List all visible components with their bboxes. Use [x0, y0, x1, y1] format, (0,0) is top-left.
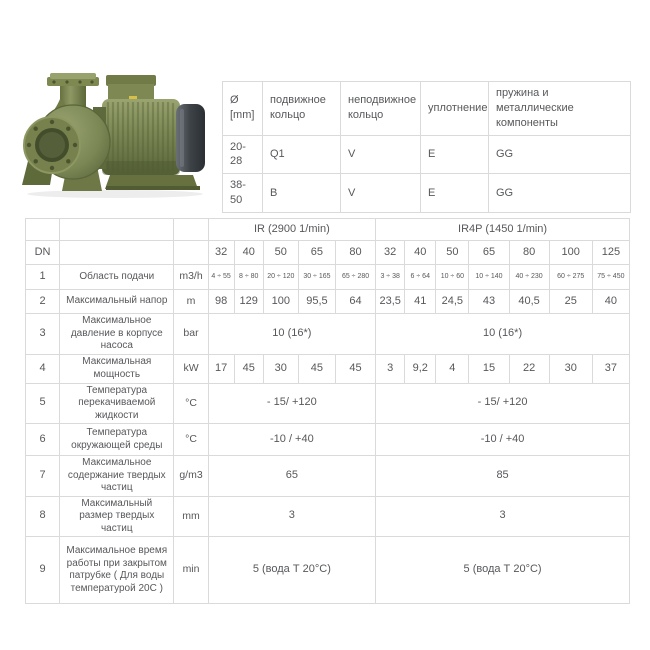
dn-size: 32 — [208, 241, 234, 265]
row-num: 2 — [26, 290, 60, 314]
value-cell: 95,5 — [298, 290, 335, 314]
row-name: Максимальное время работы при закрытом патрубке ( Для воды температурой 20С ) — [60, 537, 174, 604]
value-cell: 43 — [469, 290, 509, 314]
dn-size: 40 — [405, 241, 436, 265]
value-cell: 22 — [509, 354, 549, 383]
row-name: Температура перекачиваемой жидкости — [60, 383, 174, 424]
row-num: 1 — [26, 265, 60, 290]
value-cell: 40 ÷ 230 — [509, 265, 549, 290]
empty-cell — [60, 241, 174, 265]
row-num: 7 — [26, 456, 60, 497]
centrifugal-pump-illustration — [10, 55, 220, 200]
seal-header-moving-ring: подвижное кольцо — [263, 82, 341, 136]
value-cell: 98 — [208, 290, 234, 314]
row-num: 5 — [26, 383, 60, 424]
spec-dn-row — [26, 241, 630, 265]
value-cell: 45 — [298, 354, 335, 383]
spec-group-header-row — [26, 219, 630, 241]
spec-row-max-pressure — [26, 314, 630, 355]
value-cell: 3 ÷ 38 — [376, 265, 405, 290]
dn-size: 50 — [436, 241, 469, 265]
row-name: Область подачи — [60, 265, 174, 290]
pump-spec-table — [25, 218, 630, 604]
seal-header-row — [223, 82, 631, 136]
empty-cell — [174, 241, 208, 265]
dn-size: 40 — [234, 241, 263, 265]
pump-image — [10, 55, 220, 200]
seal-cell: GG — [489, 174, 631, 213]
seal-cell: Q1 — [263, 135, 341, 174]
dn-size: 125 — [592, 241, 629, 265]
seal-cell: E — [421, 135, 489, 174]
value-cell: 30 — [263, 354, 298, 383]
value-cell-span: 85 — [376, 456, 630, 497]
value-cell-span: 10 (16*) — [376, 314, 630, 355]
seal-cell: V — [341, 135, 421, 174]
value-cell-span: 5 (вода Т 20°C) — [376, 537, 630, 604]
value-cell: 23,5 — [376, 290, 405, 314]
value-cell-span: 5 (вода Т 20°C) — [208, 537, 376, 604]
row-unit: kW — [174, 354, 208, 383]
empty-cell — [174, 219, 208, 241]
row-unit: m — [174, 290, 208, 314]
row-name: Максимальный напор — [60, 290, 174, 314]
row-name: Максимальное содержание твердых частиц — [60, 456, 174, 497]
row-name: Максимальный размер твердых частиц — [60, 496, 174, 537]
seal-cell: GG — [489, 135, 631, 174]
seal-row-20-28 — [223, 135, 631, 174]
group-label-ir: IR (2900 1/min) — [208, 219, 376, 241]
dn-size: 65 — [469, 241, 509, 265]
seal-materials-table — [222, 81, 631, 213]
value-cell: 10 ÷ 140 — [469, 265, 509, 290]
value-cell: 20 ÷ 120 — [263, 265, 298, 290]
value-cell: 37 — [592, 354, 629, 383]
value-cell-span: 3 — [376, 496, 630, 537]
value-cell: 41 — [405, 290, 436, 314]
row-unit: °C — [174, 424, 208, 456]
value-cell: 4 ÷ 55 — [208, 265, 234, 290]
row-name: Температура окружающей среды — [60, 424, 174, 456]
value-cell: 10 ÷ 60 — [436, 265, 469, 290]
dn-size: 50 — [263, 241, 298, 265]
value-cell: 30 — [549, 354, 592, 383]
seal-cell: E — [421, 174, 489, 213]
row-name: Максимальное давление в корпусе насоса — [60, 314, 174, 355]
value-cell: 45 — [234, 354, 263, 383]
value-cell: 15 — [469, 354, 509, 383]
value-cell-span: -10 / +40 — [376, 424, 630, 456]
value-cell: 8 ÷ 80 — [234, 265, 263, 290]
value-cell-span: - 15/ +120 — [376, 383, 630, 424]
value-cell: 45 — [335, 354, 375, 383]
row-unit: bar — [174, 314, 208, 355]
row-num: 6 — [26, 424, 60, 456]
spec-row-solids-content — [26, 456, 630, 497]
dn-size: 100 — [549, 241, 592, 265]
spec-row-liquid-temp — [26, 383, 630, 424]
seal-header-diameter: Ø [mm] — [223, 82, 263, 136]
seal-cell: V — [341, 174, 421, 213]
seal-header-gasket: уплотнение — [421, 82, 489, 136]
dn-size: 80 — [509, 241, 549, 265]
dn-size: 80 — [335, 241, 375, 265]
value-cell: 60 ÷ 275 — [549, 265, 592, 290]
seal-cell: 38-50 — [223, 174, 263, 213]
spec-row-solids-size — [26, 496, 630, 537]
spec-row-ambient-temp — [26, 424, 630, 456]
seal-cell: B — [263, 174, 341, 213]
spec-row-closed-valve-time — [26, 537, 630, 604]
dn-size: 32 — [376, 241, 405, 265]
row-num: 4 — [26, 354, 60, 383]
value-cell: 17 — [208, 354, 234, 383]
seal-header-fixed-ring: неподвижное кольцо — [341, 82, 421, 136]
value-cell: 4 — [436, 354, 469, 383]
value-cell: 3 — [376, 354, 405, 383]
value-cell-span: - 15/ +120 — [208, 383, 376, 424]
row-name: Максимальная мощность — [60, 354, 174, 383]
row-unit: g/m3 — [174, 456, 208, 497]
value-cell: 64 — [335, 290, 375, 314]
value-cell-span: -10 / +40 — [208, 424, 376, 456]
value-cell-span: 65 — [208, 456, 376, 497]
value-cell: 9,2 — [405, 354, 436, 383]
value-cell: 40,5 — [509, 290, 549, 314]
value-cell: 75 ÷ 450 — [592, 265, 629, 290]
dn-size: 65 — [298, 241, 335, 265]
row-unit: m3/h — [174, 265, 208, 290]
dn-label: DN — [26, 241, 60, 265]
empty-cell — [60, 219, 174, 241]
value-cell: 30 ÷ 165 — [298, 265, 335, 290]
row-unit: min — [174, 537, 208, 604]
empty-cell — [26, 219, 60, 241]
spec-row-max-head — [26, 290, 630, 314]
value-cell: 6 ÷ 64 — [405, 265, 436, 290]
seal-cell: 20-28 — [223, 135, 263, 174]
group-label-ir4p: IR4P (1450 1/min) — [376, 219, 630, 241]
value-cell-span: 10 (16*) — [208, 314, 376, 355]
value-cell: 129 — [234, 290, 263, 314]
row-num: 8 — [26, 496, 60, 537]
row-unit: mm — [174, 496, 208, 537]
value-cell: 25 — [549, 290, 592, 314]
value-cell: 40 — [592, 290, 629, 314]
value-cell: 100 — [263, 290, 298, 314]
value-cell-span: 3 — [208, 496, 376, 537]
spec-row-flow-range — [26, 265, 630, 290]
seal-header-spring-metal: пружина и металлические компоненты — [489, 82, 631, 136]
spec-row-max-power — [26, 354, 630, 383]
value-cell: 24,5 — [436, 290, 469, 314]
row-num: 3 — [26, 314, 60, 355]
seal-row-38-50 — [223, 174, 631, 213]
row-unit: °C — [174, 383, 208, 424]
row-num: 9 — [26, 537, 60, 604]
value-cell: 65 ÷ 280 — [335, 265, 375, 290]
